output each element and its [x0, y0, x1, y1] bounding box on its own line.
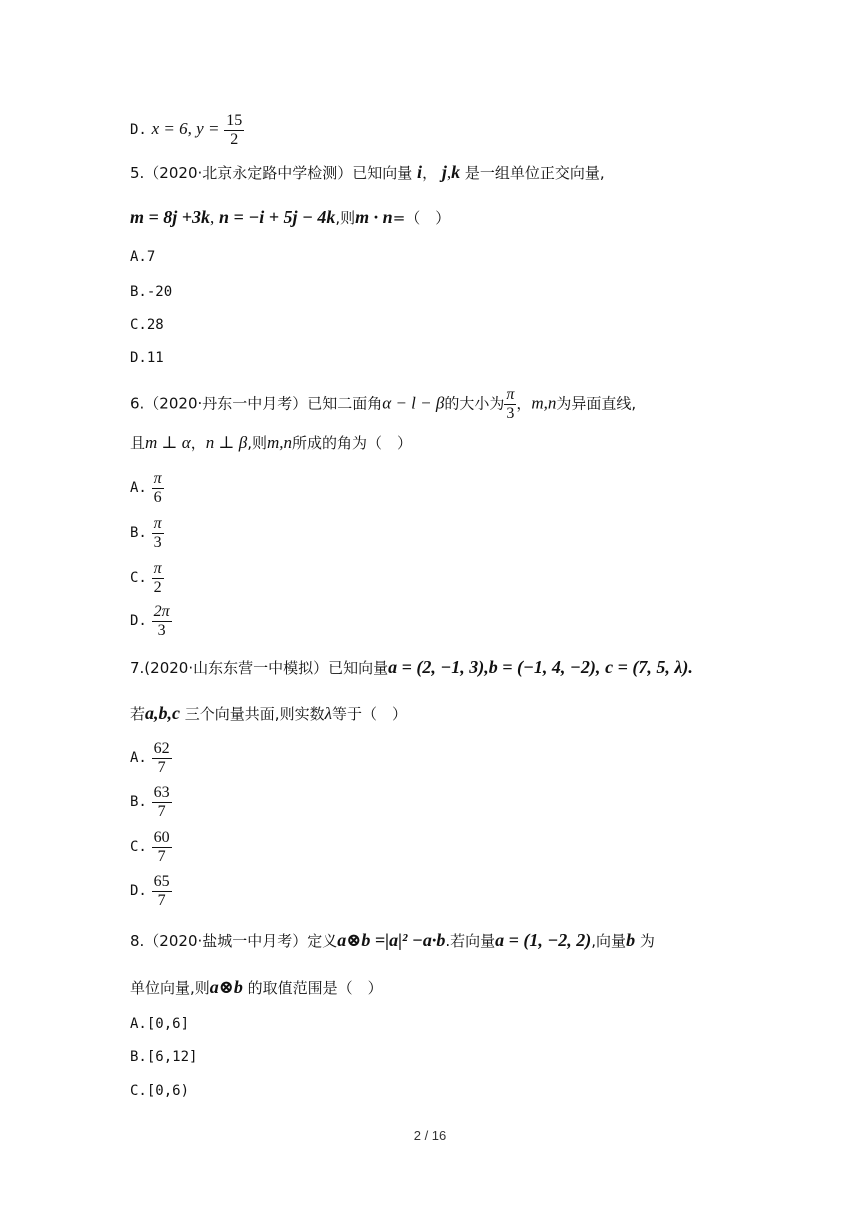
q5-option-b: B.-20	[130, 284, 173, 300]
q6-stem-line2: 且m ⊥ α，n ⊥ β,则m,n所成的角为（ ）	[130, 433, 413, 452]
q7-stem-line2: 若a,b,c 三个向量共面,则实数λ等于（ ）	[130, 703, 407, 723]
option-label: D.	[130, 883, 147, 900]
dot-product: m · n	[355, 207, 393, 227]
q7-stem	[130, 658, 693, 676]
q8-stem-prefix: 8.（2020·盐城一中月考）定义	[130, 932, 338, 950]
fraction: $\frac{\pi}{2}$	[153, 560, 162, 596]
vector-c: c = (7, 5, λ).	[605, 657, 693, 677]
q6-option-b	[130, 515, 164, 551]
option-expression: x = 6, y =	[151, 119, 220, 139]
vector-k: k	[451, 162, 461, 182]
option-label: D.	[130, 613, 147, 630]
vector-i: i	[417, 162, 423, 182]
option-label: A.	[130, 480, 147, 497]
q5-stem: 5.（2020·北京永定路中学检测）已知向量 i， j,k 是一组单位正交向量,	[130, 162, 605, 182]
q8-option-b: B.[6,12]	[130, 1049, 198, 1065]
option-label: C.	[130, 570, 147, 587]
fraction: $\frac{15}{2}$	[226, 112, 243, 148]
fraction: $\frac{65}{7}$	[153, 873, 170, 909]
option-label: A.	[130, 750, 147, 767]
lambda: λ	[324, 704, 332, 723]
option-label: B.	[130, 794, 147, 811]
vector-n-def: n = −i + 5j − 4k	[219, 207, 336, 227]
perpendicular-1: m ⊥ α	[145, 433, 191, 452]
fraction: $\frac{2\pi}{3}$	[153, 603, 170, 639]
q8-stem: 8.（2020·盐城一中月考）定义a⊗b =|a|² −a·b.若向量a = (1, −2, 2),向量b 为	[130, 930, 655, 950]
vector-a: a = (1, −2, 2)	[495, 930, 592, 950]
q5-stem-prefix: 5.（2020·北京永定路中学检测）已知向量	[130, 164, 413, 182]
q5-stem-line2: m = 8j +3k, n = −i + 5j − 4k,则m · n=（ ）	[130, 207, 451, 227]
q5-stem-suffix: 是一组单位正交向量,	[464, 164, 605, 182]
vector-b: b	[626, 930, 636, 950]
q4-option-d	[130, 112, 244, 148]
page-number: 2 / 16	[413, 1128, 447, 1143]
q5-option-c: C.28	[130, 317, 164, 333]
q6-stem-prefix: 6.（2020·丹东一中月考）已知二面角	[130, 394, 383, 413]
q5-option-a: A.7	[130, 249, 156, 265]
q6-option-d	[130, 603, 172, 639]
fraction: $\frac{\pi}{3}$	[506, 386, 515, 422]
lines-mn: m,n	[531, 393, 557, 413]
option-label: C.	[130, 839, 147, 856]
vector-a: a = (2, −1, 3),	[388, 657, 489, 677]
fraction: $\frac{60}{7}$	[153, 829, 170, 865]
q8-option-c: C.[0,6)	[130, 1083, 190, 1099]
fraction: $\frac{\pi}{3}$	[153, 515, 162, 551]
q7-option-a	[130, 740, 172, 776]
option-label: B.	[130, 525, 147, 542]
operation-definition: a⊗b =|a|² −a·b	[337, 930, 446, 950]
vectors-abc: a,b,c	[145, 703, 181, 723]
q6-option-a	[130, 470, 164, 506]
q6-stem: 6.（2020·丹东一中月考）已知二面角α − l − β的大小为 $\frac{\pi}{3}$ ，m,n为异面直线,	[130, 386, 637, 422]
q5-option-d: D.11	[130, 350, 164, 366]
q7-stem-prefix: 7.(2020·山东东营一中模拟）已知向量	[130, 659, 389, 677]
q7-option-c	[130, 829, 172, 865]
q8-stem-line2: 单位向量,则a⊗b 的取值范围是（ ）	[130, 977, 383, 997]
option-label: D.	[130, 122, 147, 139]
perpendicular-2: n ⊥ β	[205, 433, 248, 452]
vector-m-def: m = 8j +3k	[130, 207, 211, 227]
q7-option-d	[130, 873, 172, 909]
q6-option-c	[130, 560, 164, 596]
fraction: $\frac{63}{7}$	[153, 784, 170, 820]
vector-j: j	[441, 162, 447, 182]
q8-option-a: A.[0,6]	[130, 1016, 190, 1032]
vector-b: b = (−1, 4, −2),	[488, 657, 601, 677]
q7-option-b	[130, 784, 172, 820]
dihedral-angle: α − l − β	[382, 393, 445, 413]
fraction: $\frac{\pi}{6}$	[153, 470, 162, 506]
operation: a⊗b	[209, 977, 243, 997]
fraction: $\frac{62}{7}$	[153, 740, 170, 776]
